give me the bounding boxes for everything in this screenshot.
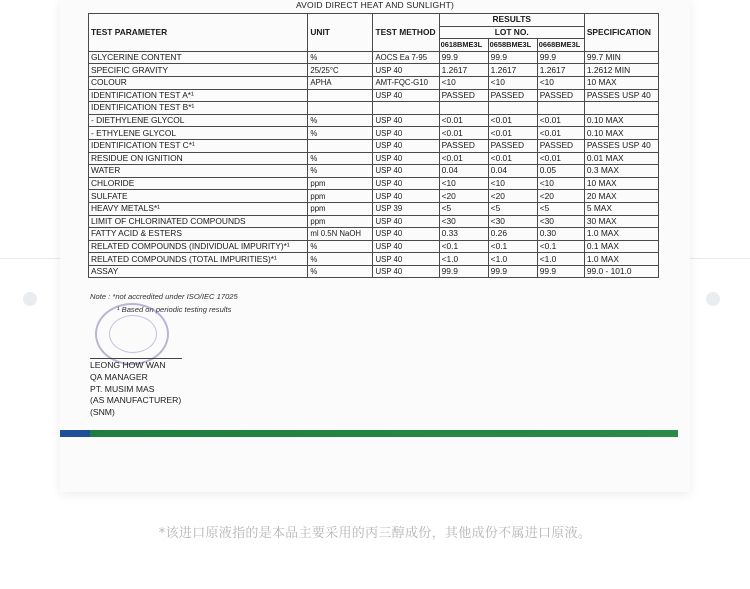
cell-result-lot-3: 1.2617 bbox=[537, 64, 584, 77]
cell-specification: 0.10 MAX bbox=[584, 114, 658, 127]
signatory-name: LEONG HOW WAN bbox=[90, 360, 166, 370]
signatory-company: PT. MUSIM MAS bbox=[90, 383, 155, 394]
cell-result-lot-2: <5 bbox=[488, 202, 537, 215]
cell-result-lot-2: PASSED bbox=[488, 89, 537, 102]
table-row bbox=[89, 114, 659, 127]
header-lot-2: 0658BME3L bbox=[488, 39, 537, 52]
cell-parameter: IDENTIFICATION TEST A*¹ bbox=[89, 89, 308, 102]
table-row bbox=[89, 177, 659, 190]
cell-result-lot-2: <30 bbox=[488, 215, 537, 228]
cell-result-lot-3: 99.9 bbox=[537, 265, 584, 278]
bg-decor-dot-left bbox=[23, 292, 37, 306]
cell-result-lot-2: 99.9 bbox=[488, 51, 537, 64]
cell-result-lot-2: <10 bbox=[488, 76, 537, 89]
cell-result-lot-2: <0.1 bbox=[488, 240, 537, 253]
cell-result-lot-3: <0.01 bbox=[537, 152, 584, 165]
header-test-parameter: TEST PARAMETER bbox=[89, 14, 308, 52]
cell-result-lot-3: 0.30 bbox=[537, 228, 584, 241]
cell-unit: % bbox=[308, 114, 373, 127]
cell-result-lot-3: 0.05 bbox=[537, 165, 584, 178]
cell-parameter: - ETHYLENE GLYCOL bbox=[89, 127, 308, 140]
cell-specification: 1.2612 MIN bbox=[584, 64, 658, 77]
cell-result-lot-2: <0.01 bbox=[488, 127, 537, 140]
cell-unit: ppm bbox=[308, 202, 373, 215]
cell-result-lot-3: <30 bbox=[537, 215, 584, 228]
bg-decor-line-right bbox=[690, 258, 750, 259]
cell-result-lot-2: <0.01 bbox=[488, 114, 537, 127]
cell-unit: ml 0.5N NaOH bbox=[308, 228, 373, 241]
cell-parameter: GLYCERINE CONTENT bbox=[89, 51, 308, 64]
cell-result-lot-3: <5 bbox=[537, 202, 584, 215]
cell-result-lot-1 bbox=[439, 102, 488, 115]
cell-unit bbox=[308, 102, 373, 115]
cell-unit: % bbox=[308, 51, 373, 64]
cell-parameter: RELATED COMPOUNDS (INDIVIDUAL IMPURITY)*¹ bbox=[89, 240, 308, 253]
signatory-code: (SNM) bbox=[90, 407, 115, 418]
cell-result-lot-2 bbox=[488, 102, 537, 115]
cell-result-lot-1: <10 bbox=[439, 76, 488, 89]
bg-decor-dot-right bbox=[706, 292, 720, 306]
table-row bbox=[89, 127, 659, 140]
cell-method: USP 40 bbox=[373, 165, 439, 178]
signatory-role: (AS MANUFACTURER) bbox=[90, 395, 182, 406]
cell-method: USP 40 bbox=[373, 228, 439, 241]
header-test-method: TEST METHOD bbox=[373, 14, 439, 52]
note-periodic-testing: ¹ Based on periodic testing results bbox=[117, 305, 232, 314]
signatory-block bbox=[90, 360, 181, 419]
cell-method bbox=[373, 102, 439, 115]
cell-specification: PASSES USP 40 bbox=[584, 139, 658, 152]
cell-result-lot-3: <1.0 bbox=[537, 253, 584, 266]
cell-result-lot-3: 99.9 bbox=[537, 51, 584, 64]
cell-result-lot-1: <1.0 bbox=[439, 253, 488, 266]
cell-unit: % bbox=[308, 253, 373, 266]
cell-specification: 1.0 MAX bbox=[584, 253, 658, 266]
cell-specification: 5 MAX bbox=[584, 202, 658, 215]
certificate-sheet bbox=[60, 0, 690, 492]
cell-result-lot-1: <0.01 bbox=[439, 127, 488, 140]
cell-result-lot-3: <20 bbox=[537, 190, 584, 203]
cell-result-lot-3: PASSED bbox=[537, 139, 584, 152]
table-row bbox=[89, 265, 659, 278]
cell-unit: % bbox=[308, 127, 373, 140]
cell-specification: 10 MAX bbox=[584, 177, 658, 190]
cell-specification: 30 MAX bbox=[584, 215, 658, 228]
table-row bbox=[89, 253, 659, 266]
cell-specification: 1.0 MAX bbox=[584, 228, 658, 241]
cell-result-lot-2: <10 bbox=[488, 177, 537, 190]
cell-result-lot-1: <5 bbox=[439, 202, 488, 215]
cell-method: AMT-FQC-G10 bbox=[373, 76, 439, 89]
cell-parameter: HEAVY METALS*¹ bbox=[89, 202, 308, 215]
table-row bbox=[89, 64, 659, 77]
cell-method: USP 40 bbox=[373, 127, 439, 140]
header-lot-1: 0618BME3L bbox=[439, 39, 488, 52]
table-row bbox=[89, 102, 659, 115]
cell-method: USP 40 bbox=[373, 215, 439, 228]
cell-result-lot-1: 99.9 bbox=[439, 265, 488, 278]
cell-result-lot-3: <10 bbox=[537, 177, 584, 190]
cell-specification bbox=[584, 102, 658, 115]
table-row bbox=[89, 228, 659, 241]
cell-unit: % bbox=[308, 265, 373, 278]
cell-result-lot-1: 0.33 bbox=[439, 228, 488, 241]
cell-result-lot-2: 1.2617 bbox=[488, 64, 537, 77]
signature-line bbox=[90, 358, 182, 359]
cell-parameter: IDENTIFICATION TEST B*¹ bbox=[89, 102, 308, 115]
table-row bbox=[89, 51, 659, 64]
table-row bbox=[89, 76, 659, 89]
cell-result-lot-2: PASSED bbox=[488, 139, 537, 152]
cell-unit: ppm bbox=[308, 177, 373, 190]
cell-parameter: RELATED COMPOUNDS (TOTAL IMPURITIES)*¹ bbox=[89, 253, 308, 266]
cell-result-lot-1: 0.04 bbox=[439, 165, 488, 178]
results-table-body bbox=[89, 51, 659, 278]
cell-result-lot-3: PASSED bbox=[537, 89, 584, 102]
cell-parameter: WATER bbox=[89, 165, 308, 178]
test-results-table bbox=[88, 13, 659, 278]
cell-result-lot-1: 1.2617 bbox=[439, 64, 488, 77]
stamp-inner-ring bbox=[109, 315, 157, 353]
cell-parameter: SPECIFIC GRAVITY bbox=[89, 64, 308, 77]
cell-unit: % bbox=[308, 240, 373, 253]
cell-method: USP 40 bbox=[373, 253, 439, 266]
cell-result-lot-2: <0.01 bbox=[488, 152, 537, 165]
cell-parameter: LIMIT OF CHLORINATED COMPOUNDS bbox=[89, 215, 308, 228]
signatory-title: QA MANAGER bbox=[90, 371, 148, 382]
cell-specification: 20 MAX bbox=[584, 190, 658, 203]
cell-result-lot-1: <20 bbox=[439, 190, 488, 203]
cell-specification: 0.3 MAX bbox=[584, 165, 658, 178]
cell-unit bbox=[308, 89, 373, 102]
cell-result-lot-3: <0.01 bbox=[537, 114, 584, 127]
cell-unit: 25/25°C bbox=[308, 64, 373, 77]
table-row bbox=[89, 152, 659, 165]
cell-specification: 0.10 MAX bbox=[584, 127, 658, 140]
cell-result-lot-2: 0.04 bbox=[488, 165, 537, 178]
cell-parameter: RESIDUE ON IGNITION bbox=[89, 152, 308, 165]
header-lot-no: LOT NO. bbox=[439, 26, 584, 39]
table-row bbox=[89, 215, 659, 228]
cell-parameter: COLOUR bbox=[89, 76, 308, 89]
cell-unit bbox=[308, 139, 373, 152]
cell-method: USP 40 bbox=[373, 190, 439, 203]
cell-method: USP 40 bbox=[373, 89, 439, 102]
cell-method: USP 39 bbox=[373, 202, 439, 215]
cell-parameter: - DIETHYLENE GLYCOL bbox=[89, 114, 308, 127]
cell-parameter: IDENTIFICATION TEST C*¹ bbox=[89, 139, 308, 152]
cell-result-lot-2: 0.26 bbox=[488, 228, 537, 241]
cell-parameter: FATTY ACID & ESTERS bbox=[89, 228, 308, 241]
company-stamp bbox=[95, 303, 169, 365]
cell-specification: 0.1 MAX bbox=[584, 240, 658, 253]
cell-result-lot-2: <20 bbox=[488, 190, 537, 203]
cell-method: USP 40 bbox=[373, 177, 439, 190]
header-specification: SPECIFICATION bbox=[584, 14, 658, 52]
cell-result-lot-1: <30 bbox=[439, 215, 488, 228]
table-row bbox=[89, 190, 659, 203]
cell-specification: PASSES USP 40 bbox=[584, 89, 658, 102]
bg-decor-line-left bbox=[0, 258, 60, 259]
header-unit: UNIT bbox=[308, 14, 373, 52]
cell-specification: 10 MAX bbox=[584, 76, 658, 89]
cell-result-lot-2: <1.0 bbox=[488, 253, 537, 266]
cell-result-lot-1: <10 bbox=[439, 177, 488, 190]
header-lot-3: 0668BME3L bbox=[537, 39, 584, 52]
cell-result-lot-1: <0.1 bbox=[439, 240, 488, 253]
cell-unit: APHA bbox=[308, 76, 373, 89]
cell-result-lot-1: <0.01 bbox=[439, 114, 488, 127]
cell-method: USP 40 bbox=[373, 240, 439, 253]
cell-parameter: SULFATE bbox=[89, 190, 308, 203]
cell-unit: ppm bbox=[308, 190, 373, 203]
cell-specification: 0.01 MAX bbox=[584, 152, 658, 165]
cell-parameter: CHLORIDE bbox=[89, 177, 308, 190]
cell-result-lot-3: <0.01 bbox=[537, 127, 584, 140]
cell-unit: ppm bbox=[308, 215, 373, 228]
storage-note: AVOID DIRECT HEAT AND SUNLIGHT) bbox=[295, 0, 455, 10]
table-row bbox=[89, 165, 659, 178]
cell-unit: % bbox=[308, 165, 373, 178]
brand-color-bar bbox=[60, 430, 678, 437]
import-footnote: *该进口原液指的是本品主要采用的丙三醇成份，其他成份不属进口原液。 bbox=[158, 526, 592, 541]
cell-result-lot-3 bbox=[537, 102, 584, 115]
table-row bbox=[89, 89, 659, 102]
table-row bbox=[89, 139, 659, 152]
table-row bbox=[89, 240, 659, 253]
cell-result-lot-3: <10 bbox=[537, 76, 584, 89]
cell-result-lot-1: <0.01 bbox=[439, 152, 488, 165]
cell-method: USP 40 bbox=[373, 114, 439, 127]
cell-result-lot-3: <0.1 bbox=[537, 240, 584, 253]
cell-result-lot-1: PASSED bbox=[439, 89, 488, 102]
cell-specification: 99.0 - 101.0 bbox=[584, 265, 658, 278]
cell-specification: 99.7 MIN bbox=[584, 51, 658, 64]
note-accreditation: Note : *not accredited under ISO/IEC 17025 bbox=[90, 292, 238, 301]
cell-result-lot-1: PASSED bbox=[439, 139, 488, 152]
cell-method: USP 40 bbox=[373, 139, 439, 152]
cell-method: USP 40 bbox=[373, 64, 439, 77]
cell-method: USP 40 bbox=[373, 265, 439, 278]
table-row bbox=[89, 202, 659, 215]
header-results: RESULTS bbox=[439, 14, 584, 27]
cell-parameter: ASSAY bbox=[89, 265, 308, 278]
cell-result-lot-1: 99.9 bbox=[439, 51, 488, 64]
cell-result-lot-2: 99.9 bbox=[488, 265, 537, 278]
cell-method: USP 40 bbox=[373, 152, 439, 165]
cell-method: AOCS Ea 7-95 bbox=[373, 51, 439, 64]
cell-unit: % bbox=[308, 152, 373, 165]
